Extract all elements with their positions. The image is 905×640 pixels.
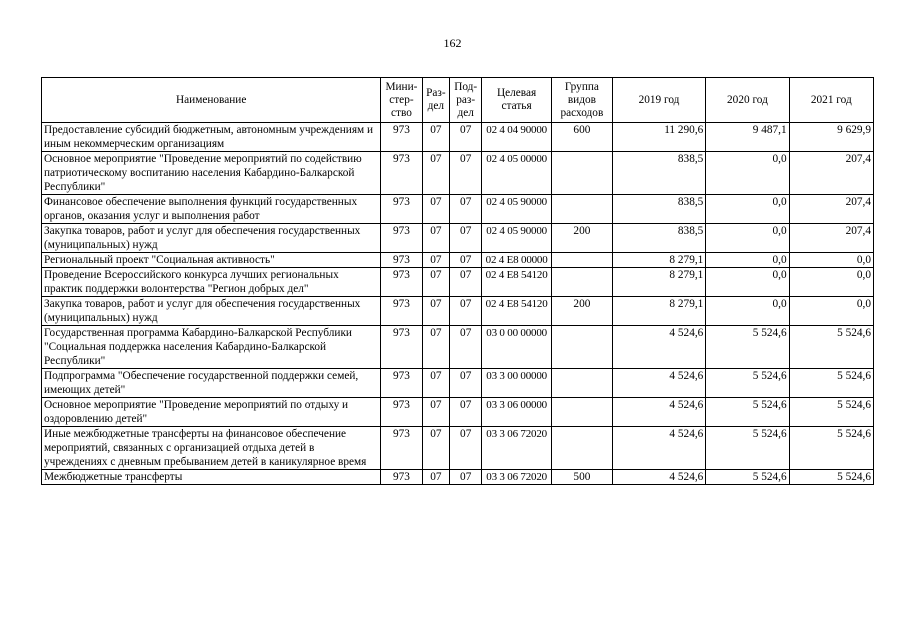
cell-2019: 4 524,6 (612, 326, 706, 369)
cell-2021: 5 524,6 (789, 470, 873, 485)
cell-2021: 207,4 (789, 224, 873, 253)
cell-2021: 5 524,6 (789, 326, 873, 369)
cell-ministry: 973 (381, 326, 422, 369)
cell-2019: 4 524,6 (612, 470, 706, 485)
budget-table (41, 77, 874, 485)
cell-ministry: 973 (381, 427, 422, 470)
cell-group (552, 268, 613, 297)
cell-name: Подпрограмма "Обеспечение государственной поддержки семей, имеющих детей" (42, 369, 381, 398)
cell-group (552, 195, 613, 224)
cell-2021: 5 524,6 (789, 427, 873, 470)
cell-name: Закупка товаров, работ и услуг для обеспечения государственных (муниципальных) нужд (42, 224, 381, 253)
cell-2019: 4 524,6 (612, 369, 706, 398)
cell-name: Государственная программа Кабардино-Балкарской Республики "Социальная поддержка населения Кабардино-Балкарской Республики" (42, 326, 381, 369)
cell-subsection: 07 (450, 470, 482, 485)
table-row (42, 123, 874, 152)
cell-2019: 8 279,1 (612, 253, 706, 268)
cell-group: 600 (552, 123, 613, 152)
cell-2019: 8 279,1 (612, 268, 706, 297)
cell-group (552, 427, 613, 470)
cell-2020: 5 524,6 (706, 326, 789, 369)
cell-section: 07 (422, 253, 450, 268)
cell-2020: 0,0 (706, 224, 789, 253)
cell-subsection: 07 (450, 123, 482, 152)
cell-target: 03 3 00 00000 (482, 369, 552, 398)
cell-name: Иные межбюджетные трансферты на финансовое обеспечение мероприятий, связанных с организацией отдыха детей в учреждениях с дневным пребыванием детей в каникулярное время (42, 427, 381, 470)
cell-target: 02 4 05 90000 (482, 195, 552, 224)
cell-ministry: 973 (381, 123, 422, 152)
cell-2020: 5 524,6 (706, 398, 789, 427)
cell-target: 02 4 04 90000 (482, 123, 552, 152)
cell-group (552, 326, 613, 369)
header-name: Наименование (42, 78, 381, 123)
cell-2020: 9 487,1 (706, 123, 789, 152)
table-row (42, 369, 874, 398)
table-row (42, 195, 874, 224)
cell-2020: 0,0 (706, 195, 789, 224)
table-row (42, 152, 874, 195)
cell-name: Основное мероприятие "Проведение мероприятий по содействию патриотическому воспитанию населения Кабардино-Балкарской Республики" (42, 152, 381, 195)
cell-target: 02 4 05 90000 (482, 224, 552, 253)
cell-section: 07 (422, 398, 450, 427)
cell-section: 07 (422, 224, 450, 253)
cell-target: 03 3 06 72020 (482, 470, 552, 485)
cell-section: 07 (422, 123, 450, 152)
cell-name: Межбюджетные трансферты (42, 470, 381, 485)
cell-ministry: 973 (381, 268, 422, 297)
cell-2019: 4 524,6 (612, 398, 706, 427)
cell-subsection: 07 (450, 427, 482, 470)
cell-target: 02 4 E8 54120 (482, 268, 552, 297)
cell-target: 02 4 05 00000 (482, 152, 552, 195)
cell-2020: 0,0 (706, 253, 789, 268)
cell-target: 03 0 00 00000 (482, 326, 552, 369)
cell-2020: 0,0 (706, 297, 789, 326)
cell-subsection: 07 (450, 369, 482, 398)
table-row (42, 427, 874, 470)
header-row (42, 78, 874, 123)
cell-section: 07 (422, 152, 450, 195)
cell-section: 07 (422, 427, 450, 470)
cell-name: Финансовое обеспечение выполнения функций государственных органов, оказания услуг и выполнения работ (42, 195, 381, 224)
cell-target: 02 4 E8 54120 (482, 297, 552, 326)
cell-target: 02 4 E8 00000 (482, 253, 552, 268)
cell-ministry: 973 (381, 152, 422, 195)
cell-group (552, 398, 613, 427)
cell-2021: 0,0 (789, 297, 873, 326)
cell-ministry: 973 (381, 195, 422, 224)
cell-section: 07 (422, 326, 450, 369)
cell-subsection: 07 (450, 195, 482, 224)
cell-subsection: 07 (450, 152, 482, 195)
cell-ministry: 973 (381, 369, 422, 398)
cell-ministry: 973 (381, 253, 422, 268)
cell-name: Закупка товаров, работ и услуг для обеспечения государственных (муниципальных) нужд (42, 297, 381, 326)
page-number: 162 (443, 36, 462, 50)
cell-2021: 5 524,6 (789, 369, 873, 398)
cell-2019: 838,5 (612, 224, 706, 253)
cell-section: 07 (422, 470, 450, 485)
cell-section: 07 (422, 297, 450, 326)
cell-ministry: 973 (381, 297, 422, 326)
cell-subsection: 07 (450, 253, 482, 268)
table-row (42, 398, 874, 427)
table-row (42, 470, 874, 485)
cell-group (552, 253, 613, 268)
cell-subsection: 07 (450, 326, 482, 369)
cell-2020: 0,0 (706, 152, 789, 195)
cell-2019: 4 524,6 (612, 427, 706, 470)
cell-subsection: 07 (450, 297, 482, 326)
cell-2019: 838,5 (612, 152, 706, 195)
cell-ministry: 973 (381, 470, 422, 485)
cell-group (552, 152, 613, 195)
header-2019: 2019 год (612, 78, 706, 123)
cell-2019: 838,5 (612, 195, 706, 224)
cell-2020: 5 524,6 (706, 369, 789, 398)
header-subsection: Под-раз-дел (450, 78, 482, 123)
table-row (42, 253, 874, 268)
cell-2019: 11 290,6 (612, 123, 706, 152)
cell-name: Региональный проект "Социальная активность" (42, 253, 381, 268)
header-target: Целевая статья (482, 78, 552, 123)
cell-2020: 5 524,6 (706, 427, 789, 470)
cell-group: 500 (552, 470, 613, 485)
table-row (42, 224, 874, 253)
cell-group: 200 (552, 297, 613, 326)
cell-subsection: 07 (450, 398, 482, 427)
cell-ministry: 973 (381, 398, 422, 427)
cell-2021: 5 524,6 (789, 398, 873, 427)
cell-2021: 207,4 (789, 152, 873, 195)
header-section: Раз-дел (422, 78, 450, 123)
table-body (42, 123, 874, 485)
cell-name: Предоставление субсидий бюджетным, автономным учреждениям и иным некоммерческим организациям (42, 123, 381, 152)
header-group: Группа видов расходов (552, 78, 613, 123)
cell-section: 07 (422, 369, 450, 398)
cell-ministry: 973 (381, 224, 422, 253)
cell-2020: 0,0 (706, 268, 789, 297)
cell-target: 03 3 06 72020 (482, 427, 552, 470)
table-row (42, 268, 874, 297)
table-row (42, 297, 874, 326)
table-row (42, 326, 874, 369)
cell-section: 07 (422, 195, 450, 224)
cell-2021: 9 629,9 (789, 123, 873, 152)
cell-name: Проведение Всероссийского конкурса лучших региональных практик поддержки волонтерства "Регион добрых дел" (42, 268, 381, 297)
cell-group (552, 369, 613, 398)
cell-2020: 5 524,6 (706, 470, 789, 485)
cell-2021: 0,0 (789, 253, 873, 268)
header-2020: 2020 год (706, 78, 789, 123)
header-ministry: Мини-стер-ство (381, 78, 422, 123)
cell-2021: 207,4 (789, 195, 873, 224)
cell-subsection: 07 (450, 224, 482, 253)
cell-name: Основное мероприятие "Проведение мероприятий по отдыху и оздоровлению детей" (42, 398, 381, 427)
cell-subsection: 07 (450, 268, 482, 297)
header-2021: 2021 год (789, 78, 873, 123)
cell-2021: 0,0 (789, 268, 873, 297)
cell-target: 03 3 06 00000 (482, 398, 552, 427)
cell-2019: 8 279,1 (612, 297, 706, 326)
cell-group: 200 (552, 224, 613, 253)
cell-section: 07 (422, 268, 450, 297)
